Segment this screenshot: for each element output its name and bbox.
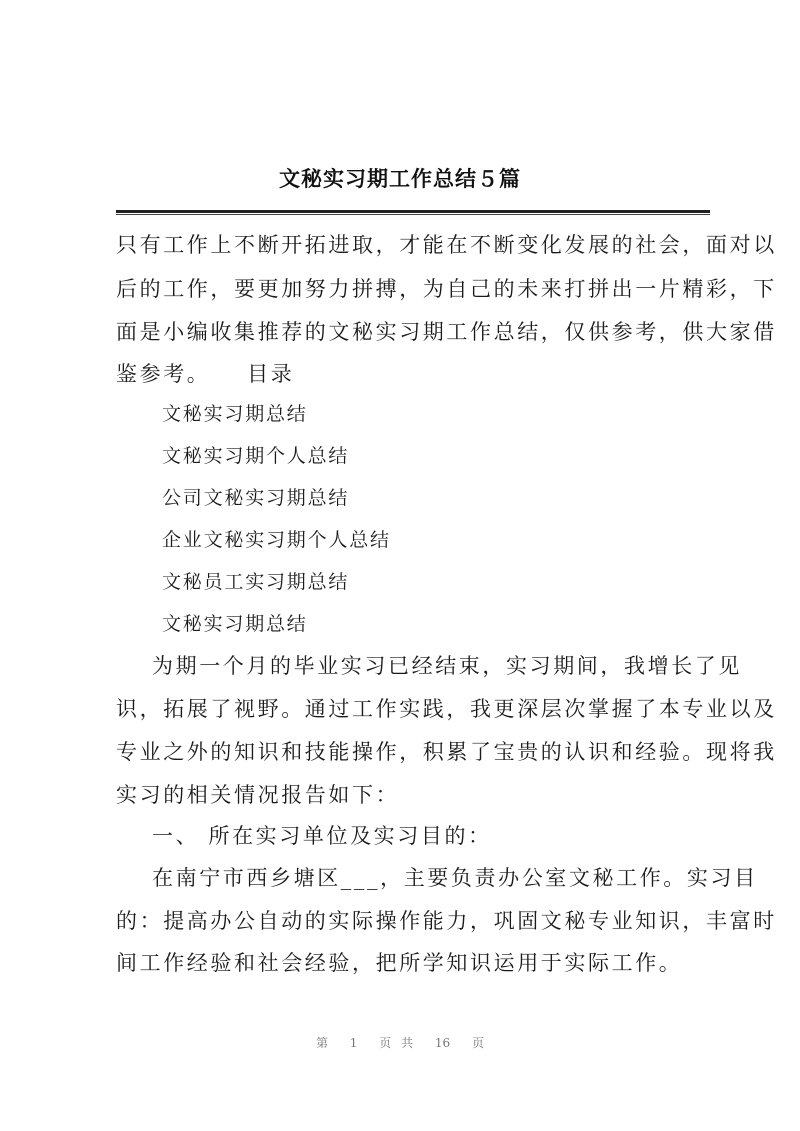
toc-item: 文秘实习期个人总结 bbox=[162, 445, 350, 467]
body-line: 的：提高办公自动的实际操作能力，巩固文秘专业知识，丰富时 bbox=[116, 909, 777, 933]
toc-item: 公司文秘实习期总结 bbox=[162, 487, 350, 509]
intro-line: 只有工作上不断开拓进取，才能在不断变化发展的社会，面对以 bbox=[116, 233, 777, 257]
title-divider-thin bbox=[116, 214, 710, 215]
body-line: 间工作经验和社会经验，把所学知识运用于实际工作。 bbox=[116, 951, 683, 975]
footer-prefix: 第 bbox=[315, 1036, 328, 1050]
body-line: 实习的相关情况报告如下： bbox=[116, 783, 400, 807]
section-heading: 一、 所在实习单位及实习目的： bbox=[152, 824, 492, 848]
footer-middle: 页 共 bbox=[379, 1036, 414, 1050]
toc-item: 文秘实习期总结 bbox=[162, 613, 308, 635]
toc-item: 企业文秘实习期个人总结 bbox=[162, 529, 391, 551]
page-footer bbox=[0, 1034, 800, 1051]
toc-item: 文秘员工实习期总结 bbox=[162, 571, 350, 593]
intro-line: 面是小编收集推荐的文秘实习期工作总结，仅供参考，供大家借 bbox=[116, 320, 777, 344]
toc-item: 文秘实习期总结 bbox=[162, 403, 308, 425]
body-line: 为期一个月的毕业实习已经结束，实习期间，我增长了见 bbox=[152, 654, 742, 678]
intro-line: 鉴参考。 目录 bbox=[116, 362, 295, 386]
intro-line: 后的工作，要更加努力拼搏，为自己的未来打拼出一片精彩，下 bbox=[116, 277, 777, 301]
document-title: 文秘实习期工作总结５篇 bbox=[279, 166, 521, 191]
body-line: 专业之外的知识和技能操作，积累了宝贵的认识和经验。现将我 bbox=[116, 740, 777, 764]
body-line: 在南宁市西乡塘区___，主要负责办公室文秘工作。实习目 bbox=[152, 866, 758, 890]
footer-total-pages: 16 bbox=[434, 1036, 451, 1050]
footer-page-number: 1 bbox=[349, 1036, 358, 1050]
title-divider-thick bbox=[116, 210, 710, 213]
body-line: 识，拓展了视野。通过工作实践，我更深层次掌握了本专业以及 bbox=[116, 697, 777, 721]
footer-suffix: 页 bbox=[472, 1036, 485, 1050]
